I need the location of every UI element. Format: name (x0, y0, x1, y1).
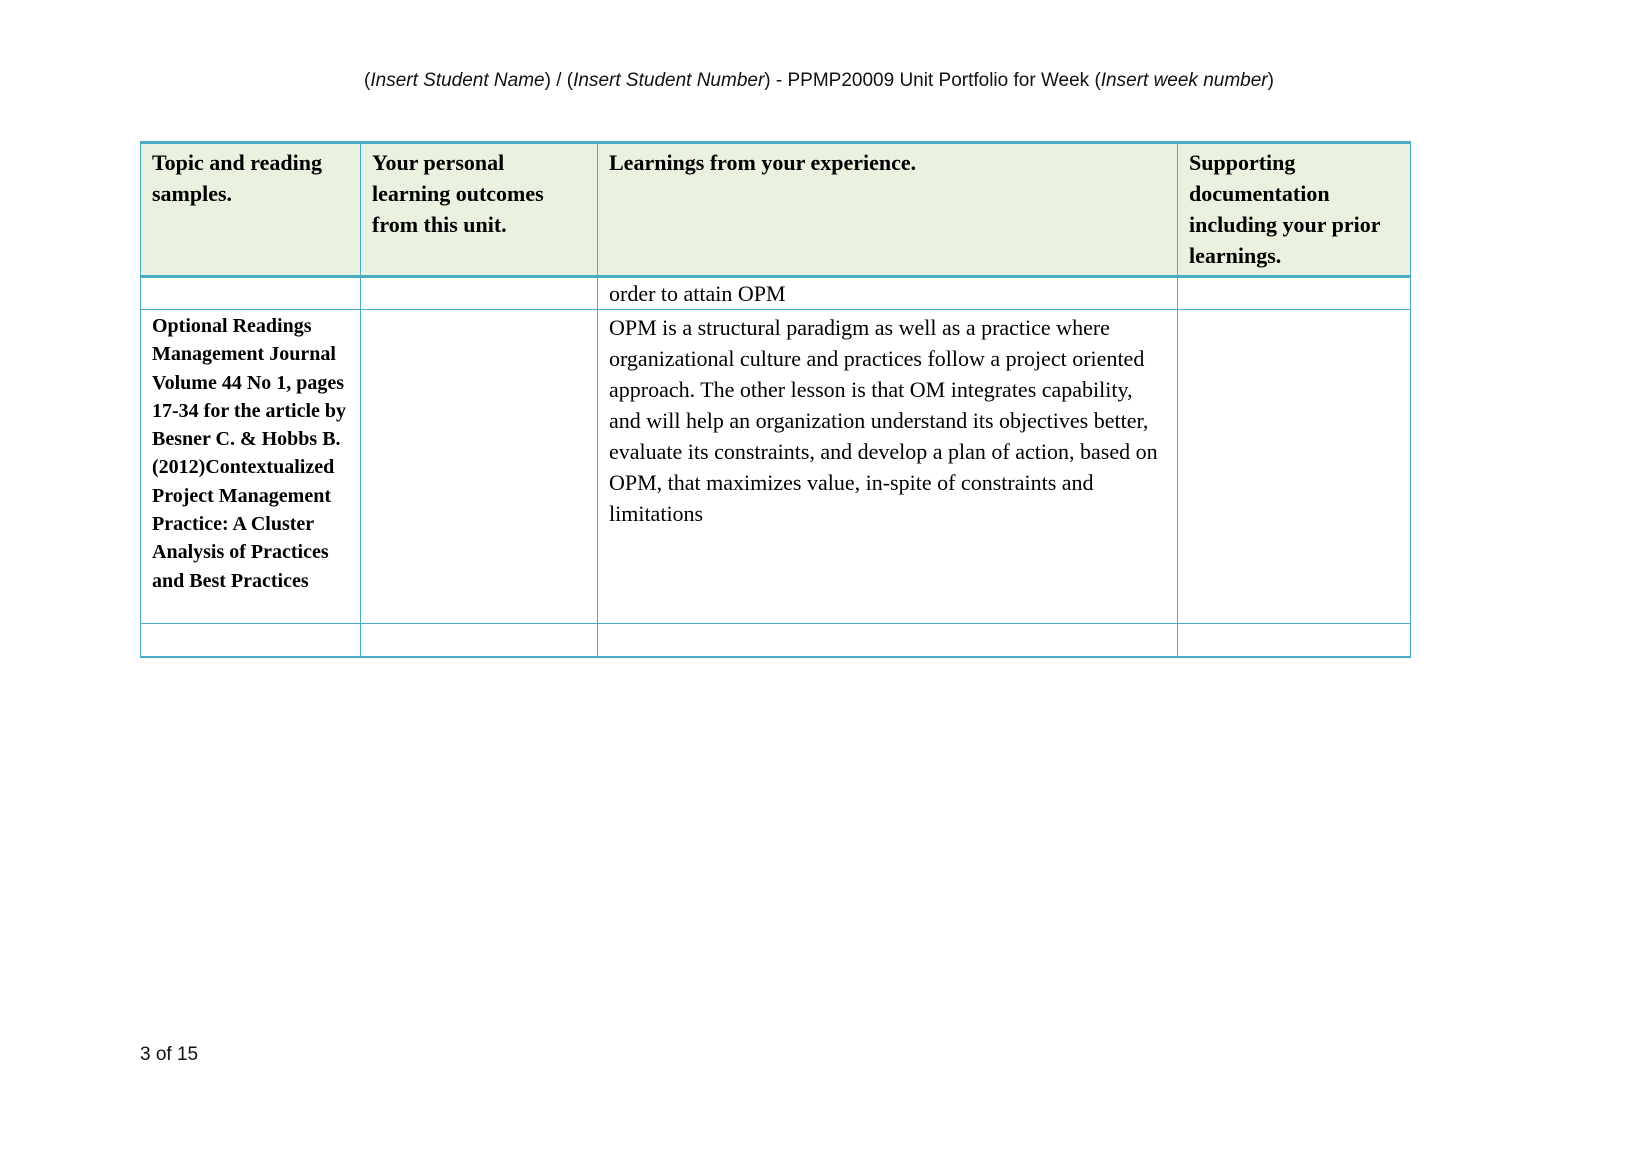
table-row (141, 277, 1411, 310)
column-header-documentation: Supporting documentation including your prior learnings. (1178, 143, 1411, 277)
student-name-placeholder: Insert Student Name (370, 70, 545, 91)
week-number-placeholder: Insert week number (1100, 70, 1268, 91)
topic-cell (141, 277, 361, 310)
documentation-cell (1178, 277, 1411, 310)
column-header-learnings: Learnings from your experience. (598, 143, 1178, 277)
learnings-cell: OPM is a structural paradigm as well as a practice where organizational culture and practices follow a project oriented approach. The other lesson is that OM integrates capability, and will help an organization understand its objectives better, evaluate its constraints, and develop a plan of action, based on OPM, that maximizes value, in-spite of constraints and limitations (598, 310, 1178, 624)
column-header-outcomes: Your personal learning outcomes from this unit. (361, 143, 598, 277)
learnings-cell: order to attain OPM (598, 277, 1178, 310)
column-header-topic: Topic and reading samples. (141, 143, 361, 277)
outcomes-cell (361, 277, 598, 310)
documentation-cell (1178, 624, 1411, 657)
table-row (141, 624, 1411, 657)
portfolio-table (140, 141, 1411, 658)
header-close-paren: ) (1267, 70, 1274, 91)
table-row (141, 310, 1411, 624)
learnings-cell (598, 624, 1178, 657)
page-number: 3 of 15 (140, 1044, 199, 1065)
documentation-cell (1178, 310, 1411, 624)
header-unit-title: ) - PPMP20009 Unit Portfolio for Week ( (764, 70, 1101, 91)
page-header (0, 70, 1638, 92)
topic-cell (141, 624, 361, 657)
outcomes-cell (361, 310, 598, 624)
header-separator: ) / ( (544, 70, 574, 91)
topic-cell: Optional Readings Management Journal Volume 44 No 1, pages 17-34 for the article by Besner C. & Hobbs B. (2012)Contextualized Project Management Practice: A Cluster Analysis of Practices and Best Practices (141, 310, 361, 624)
student-number-placeholder: Insert Student Number (573, 70, 765, 91)
table-header-row (141, 143, 1411, 277)
outcomes-cell (361, 624, 598, 657)
header-open-paren: ( (364, 70, 371, 91)
